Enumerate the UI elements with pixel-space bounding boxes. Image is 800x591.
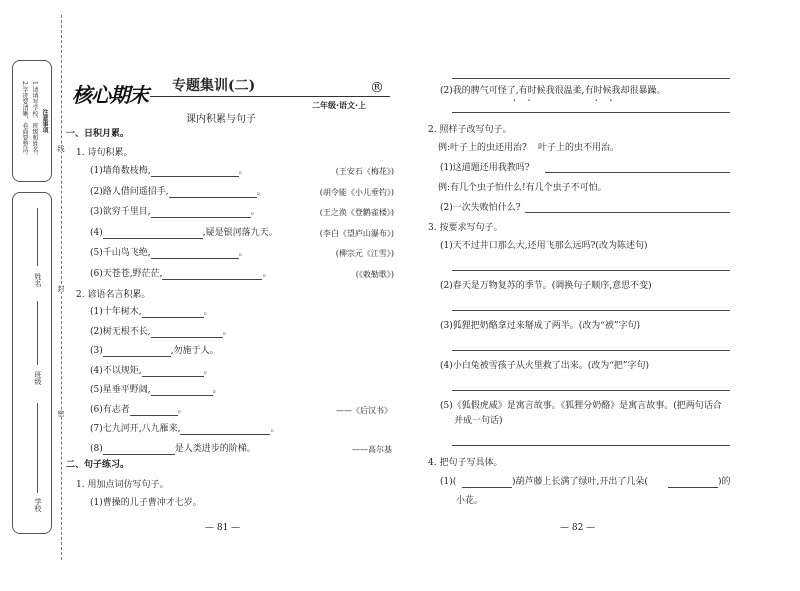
grade-label: 二年级·语文·上 (312, 101, 367, 110)
proverb-answer-blank[interactable] (103, 445, 175, 455)
r4-1-part-c: )的 (718, 477, 731, 487)
proverb-item: (4)不以规矩, 。 (90, 365, 213, 376)
proverb-item: (5)星垂平野阔, 。 (90, 385, 222, 395)
poem-source: (李白《望庐山瀑布》) (319, 228, 394, 238)
section-2-heading: 二、句子练习。 (66, 460, 130, 470)
r3-5-question-a: (5)《狐假虎威》是寓言故事。《狐狸分奶酪》是寓言故事。(把两句话合 (440, 401, 722, 411)
poem-source: (《敕勒歌》) (355, 269, 394, 279)
proverb-item: (3) ,勿施于人。 (90, 346, 219, 356)
answer-line-r3-2[interactable] (452, 310, 730, 311)
blank-r4-1a[interactable] (462, 487, 512, 488)
cut-mark-1: 线 (57, 145, 65, 152)
proverb-answer-blank[interactable] (151, 386, 213, 396)
section-subtitle: 课内积累与句子 (186, 114, 256, 125)
answer-line-r1-1[interactable] (452, 78, 730, 79)
r2-2-question: (2)一次失败怕什么? (440, 203, 521, 213)
poem-item: (1)墙角数枝梅, 。 (90, 166, 248, 176)
proverb-answer-blank[interactable] (142, 308, 204, 318)
proverb-answer-blank[interactable] (180, 425, 270, 435)
proverb-answer-blank[interactable] (151, 328, 223, 338)
brand-logo: 核心期末 (72, 83, 148, 107)
poem-answer-blank[interactable] (151, 208, 251, 218)
cut-mark-3: 密 (57, 410, 65, 417)
registered-mark: ® (370, 80, 384, 96)
field-class-label: 班级 (34, 371, 42, 385)
proverb-answer-blank[interactable] (103, 347, 171, 357)
field-school-line[interactable] (37, 403, 38, 493)
r4-1-part-a: (1)( (440, 477, 457, 487)
r2-example-1: 例:叶子上的虫还用治? (438, 143, 527, 153)
r3-1-question: (1)天不过井口那么大,还用飞那么远吗?(改为陈述句) (440, 241, 648, 251)
poem-source: (王安石《梅花》) (335, 167, 394, 176)
field-class-line[interactable] (37, 301, 38, 365)
r4-1-part-b: )葫芦藤上长满了绿叶,开出了几朵( (512, 477, 648, 487)
r3-heading: 3. 按要求写句子。 (428, 223, 503, 233)
q1-heading: 1. 诗句积累。 (76, 148, 133, 158)
poem-item: (4) ,疑是银河落九天。 (90, 227, 278, 238)
r3-4-question: (4)小白兔被雪孩子从火里救了出来。(改为“把”字句) (440, 361, 649, 371)
poem-source: (柳宗元《江雪》) (335, 249, 394, 258)
r1-2-question: (2)我的脾气可怪了,有时候我很温柔,有时候我却很暴躁。 (440, 86, 666, 96)
proverb-item: (1)十年树木, 。 (90, 307, 213, 317)
poem-item: (3)欲穷千里目, 。 (90, 207, 260, 217)
r2-heading: 2. 照样子改写句子。 (428, 125, 512, 135)
proverb-item: (2)树无根不长, 。 (90, 326, 232, 337)
emphasis-dots: • • • • (513, 98, 618, 104)
poem-item: (2)路人借问遥招手, 。 (90, 186, 266, 197)
r2-1-question: (1)这道题还用我教吗? (440, 163, 530, 173)
proverb-source: ——高尔基 (352, 444, 392, 454)
r4-heading: 4. 把句子写具体。 (428, 458, 503, 468)
r4-1-part-d: 小花。 (456, 496, 484, 506)
poem-item: (5)千山鸟飞绝, 。 (90, 248, 248, 258)
answer-line-r2-2[interactable] (525, 212, 730, 213)
poem-answer-blank[interactable] (103, 229, 203, 239)
proverb-item: (8) 是人类进步的阶梯。 (90, 443, 256, 454)
answer-line-r3-5[interactable] (452, 445, 730, 446)
s1-heading: 1. 用加点词仿写句子。 (76, 480, 169, 490)
poem-source: (王之涣《登鹳雀楼》) (319, 208, 394, 217)
poem-answer-blank[interactable] (151, 167, 239, 177)
answer-line-r3-3[interactable] (452, 350, 730, 351)
answer-line-r2-1[interactable] (545, 172, 730, 173)
blank-r4-1b[interactable] (668, 487, 718, 488)
page-number-left: — 81 — (205, 523, 241, 533)
proverb-source: ——《后汉书》 (336, 405, 392, 415)
poem-source: (胡令能《小儿垂钓》) (319, 187, 394, 197)
cut-mark-2: 封 (57, 285, 65, 292)
poem-answer-blank[interactable] (162, 270, 262, 280)
poem-item: (6)天苍苍,野茫茫, 。 (90, 268, 272, 279)
r3-3-question: (3)狐狸把奶酪拿过来掰成了两半。(改为“被”字句) (440, 321, 640, 331)
student-info-box (12, 192, 52, 534)
r2-example-2: 例:有几个虫子怕什么!有几个虫子不可怕。 (438, 183, 607, 193)
r3-5-question-b: 并成一句话) (454, 416, 503, 426)
r2-example-1b: 叶子上的虫不用治。 (538, 143, 620, 153)
field-school-label: 学校 (34, 498, 42, 512)
answer-line-r3-1[interactable] (452, 270, 730, 271)
page-number-right: — 82 — (560, 523, 596, 533)
proverb-answer-blank[interactable] (130, 406, 178, 416)
section-1-heading: 一、日积月累。 (66, 129, 130, 139)
q2-heading: 2. 谚语名言积累。 (76, 290, 151, 300)
proverb-item: (7)七九河开,八九雁来, 。 (90, 424, 280, 434)
notice-title: 注意事项 (41, 109, 48, 133)
answer-line-r3-4[interactable] (452, 390, 730, 391)
answer-line-r1-2[interactable] (452, 112, 730, 113)
header-rule (150, 96, 390, 97)
proverb-answer-blank[interactable] (142, 367, 204, 377)
poem-answer-blank[interactable] (151, 249, 239, 259)
notice-box (12, 60, 52, 182)
proverb-item: (6)有志者 。 (90, 404, 187, 415)
field-name-label: 姓名 (34, 273, 42, 287)
s1-1-question: (1)曹操的儿子曹冲才七岁。 (90, 498, 202, 508)
field-name-line[interactable] (37, 208, 38, 266)
notice-line2: 2.字迹要清晰，卷面要整洁。 (21, 81, 28, 159)
poem-answer-blank[interactable] (169, 188, 257, 198)
notice-line1: 1.请填写学校、班级和姓名。 (31, 81, 38, 159)
r3-2-question: (2)春天是万物复苏的季节。(调换句子顺序,意思不变) (440, 281, 652, 291)
page-title: 专题集训(二) (172, 78, 256, 94)
